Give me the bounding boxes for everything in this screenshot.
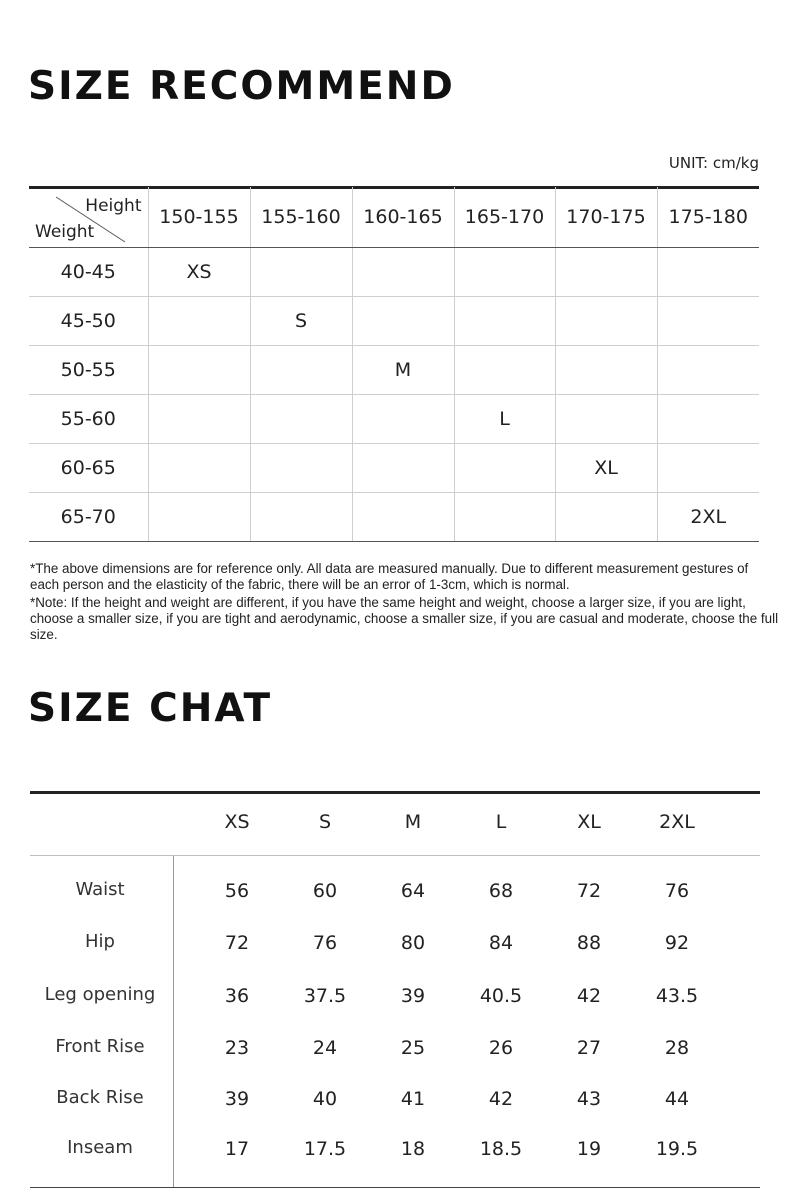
size-cell <box>555 395 657 444</box>
measure-value: 80 <box>400 932 426 954</box>
chat-bottom-rule <box>30 1187 760 1188</box>
measure-value: 28 <box>664 1037 690 1059</box>
size-cell <box>148 346 250 395</box>
measure-value: 25 <box>400 1037 426 1059</box>
size-cell <box>555 248 657 297</box>
measure-value: 17.5 <box>303 1138 347 1160</box>
height-axis-label: Height <box>85 196 142 216</box>
measure-value: 26 <box>488 1037 514 1059</box>
measure-value: 43 <box>576 1088 602 1110</box>
size-cell <box>148 297 250 346</box>
measure-value: 41 <box>400 1088 426 1110</box>
measure-value: 72 <box>224 932 250 954</box>
measure-value: 18 <box>400 1138 426 1160</box>
weight-cell: 50-55 <box>29 346 148 395</box>
size-cell <box>352 493 454 542</box>
measure-label: Inseam <box>67 1137 133 1158</box>
measure-value: 84 <box>488 932 514 954</box>
height-weight-corner <box>29 187 148 248</box>
measure-value: 36 <box>224 985 250 1007</box>
size-cell <box>148 444 250 493</box>
size-cell <box>555 346 657 395</box>
height-header: 155-160 <box>250 187 352 248</box>
measure-label: Waist <box>75 879 125 900</box>
recommend-row <box>29 248 759 297</box>
height-header: 175-180 <box>657 187 759 248</box>
measure-value: 76 <box>664 880 690 902</box>
weight-cell: 55-60 <box>29 395 148 444</box>
size-cell <box>657 248 759 297</box>
measure-label: Front Rise <box>55 1036 145 1057</box>
size-header: L <box>495 811 507 833</box>
measure-value: 40.5 <box>479 985 523 1007</box>
measure-value: 42 <box>488 1088 514 1110</box>
recommend-row <box>29 297 759 346</box>
measure-value: 43.5 <box>655 985 699 1007</box>
measure-value: 37.5 <box>303 985 347 1007</box>
size-cell <box>352 444 454 493</box>
size-cell <box>250 346 352 395</box>
size-cell <box>454 493 555 542</box>
chat-top-rule <box>30 791 760 794</box>
size-header: XS <box>224 811 250 833</box>
size-cell <box>657 395 759 444</box>
size-cell: XS <box>148 248 250 297</box>
size-cell <box>657 297 759 346</box>
size-cell <box>148 493 250 542</box>
size-cell: S <box>250 297 352 346</box>
size-header: XL <box>577 811 601 833</box>
weight-cell: 40-45 <box>29 248 148 297</box>
measure-value: 39 <box>224 1088 250 1110</box>
size-cell: XL <box>555 444 657 493</box>
measure-label: Back Rise <box>56 1087 144 1108</box>
measure-value: 24 <box>312 1037 338 1059</box>
measure-value: 44 <box>664 1088 690 1110</box>
measure-value: 39 <box>400 985 426 1007</box>
size-cell <box>250 395 352 444</box>
size-header: S <box>318 811 332 833</box>
size-cell <box>555 297 657 346</box>
chat-header-rule <box>30 855 760 856</box>
measure-value: 23 <box>224 1037 250 1059</box>
measure-value: 76 <box>312 932 338 954</box>
weight-cell: 60-65 <box>29 444 148 493</box>
note-reference: *The above dimensions are for reference only. All data are measured manually. Due to different measurement gestures of each person and the elasticity of the fabric, there will be an error of 1-3cm, which is normal. <box>30 561 749 592</box>
size-cell <box>555 493 657 542</box>
measure-label: Hip <box>85 931 115 952</box>
measure-value: 19.5 <box>655 1138 699 1160</box>
size-cell <box>352 395 454 444</box>
size-cell <box>454 346 555 395</box>
weight-axis-label: Weight <box>35 222 95 242</box>
size-header: 2XL <box>659 811 695 833</box>
measure-value: 18.5 <box>479 1138 523 1160</box>
measure-value: 60 <box>312 880 338 902</box>
size-cell <box>657 346 759 395</box>
size-cell <box>250 444 352 493</box>
height-header: 165-170 <box>454 187 555 248</box>
size-recommend-title: SIZE RECOMMEND <box>28 64 455 109</box>
size-cell <box>454 297 555 346</box>
measure-value: 27 <box>576 1037 602 1059</box>
size-header: M <box>404 811 422 833</box>
weight-cell: 45-50 <box>29 297 148 346</box>
recommend-row <box>29 493 759 542</box>
weight-cell: 65-70 <box>29 493 148 542</box>
unit-label: UNIT: cm/kg <box>668 154 759 172</box>
recommend-header-row <box>29 187 759 248</box>
size-cell <box>250 493 352 542</box>
chat-label-divider <box>173 856 174 1187</box>
measure-value: 19 <box>576 1138 602 1160</box>
recommend-row <box>29 395 759 444</box>
size-chat-title: SIZE CHAT <box>28 686 273 731</box>
measure-label: Leg opening <box>44 984 156 1005</box>
measure-value: 88 <box>576 932 602 954</box>
size-recommend-table <box>29 187 759 542</box>
size-cell <box>454 444 555 493</box>
measure-value: 56 <box>224 880 250 902</box>
height-header: 170-175 <box>555 187 657 248</box>
measure-value: 64 <box>400 880 426 902</box>
measure-value: 92 <box>664 932 690 954</box>
height-header: 150-155 <box>148 187 250 248</box>
size-cell <box>352 297 454 346</box>
note-choice: *Note: If the height and weight are different, if you have the same height and weight, choose a larger size, if you are light, choose a smaller size, if you are tight and aerodynamic, choose a smaller size, if you are casual and moderate, choose the full size. <box>30 595 779 642</box>
height-header: 160-165 <box>352 187 454 248</box>
size-cell <box>352 248 454 297</box>
notes <box>30 561 780 645</box>
recommend-row <box>29 444 759 493</box>
size-cell <box>250 248 352 297</box>
size-cell <box>454 248 555 297</box>
size-cell: M <box>352 346 454 395</box>
recommend-row <box>29 346 759 395</box>
measure-value: 68 <box>488 880 514 902</box>
size-cell: L <box>454 395 555 444</box>
size-cell: 2XL <box>657 493 759 542</box>
measure-value: 17 <box>224 1138 250 1160</box>
size-cell <box>657 444 759 493</box>
measure-value: 40 <box>312 1088 338 1110</box>
measure-value: 42 <box>576 985 602 1007</box>
size-cell <box>148 395 250 444</box>
measure-value: 72 <box>576 880 602 902</box>
